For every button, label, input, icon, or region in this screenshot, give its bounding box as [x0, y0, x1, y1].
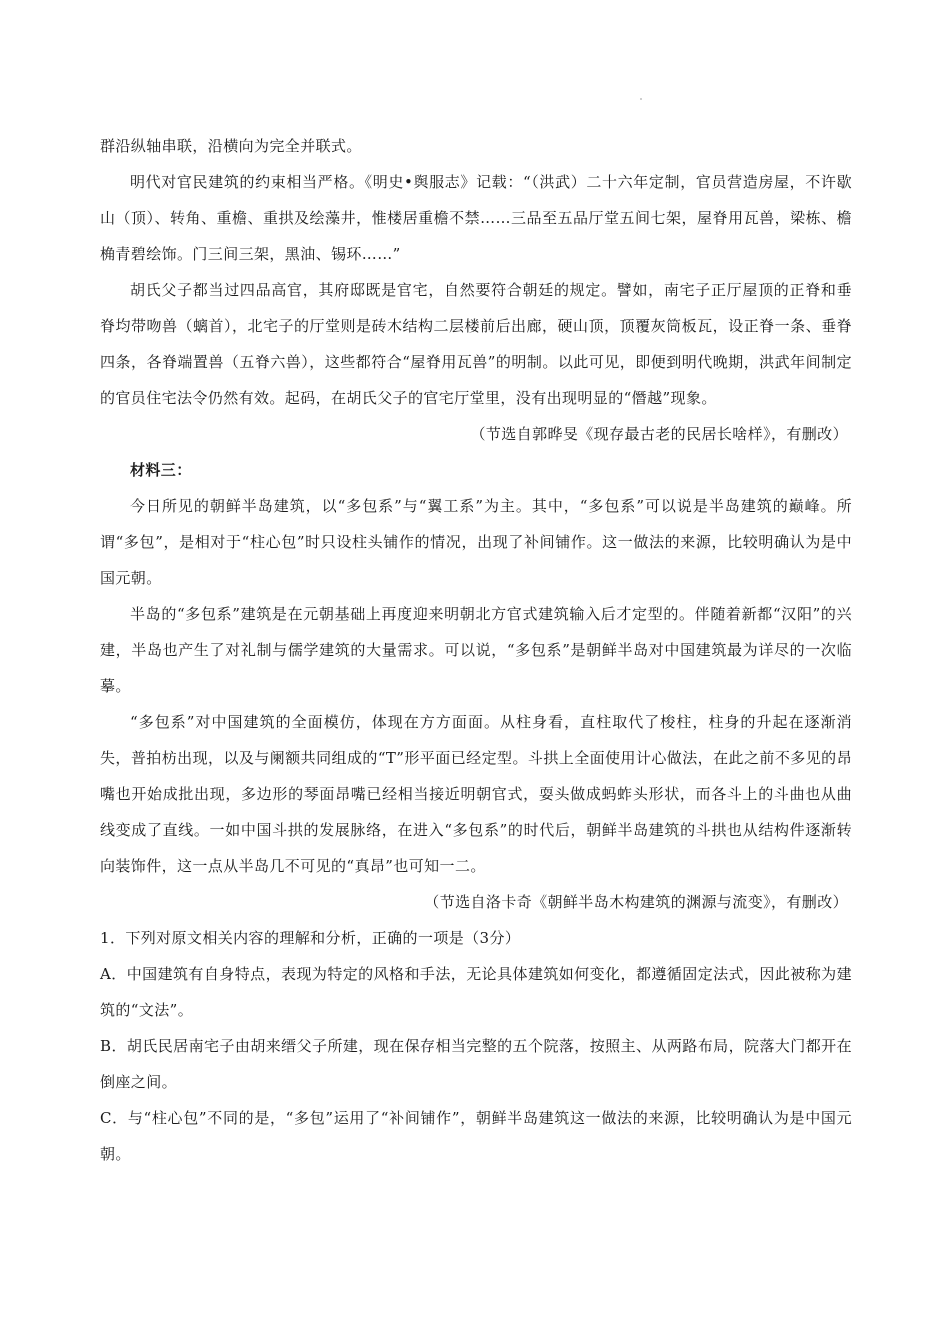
- document-page: [100, 128, 852, 1172]
- question-option-a: A．中国建筑有自身特点，表现为特定的风格和手法，无论具体建筑如何变化，都遵循固定法式，因此被称为建筑的“文法”。: [100, 965, 852, 1019]
- paragraph-korean-architecture: 今日所见的朝鲜半岛建筑，以“多包系”与“翼工系”为主。其中，“多包系”可以说是半岛建筑的巅峰。所谓“多包”，是相对于“柱心包”时只设柱头铺作的情况，出现了补间铺作。这一做法的来源，比较明确认为是中国元朝。: [100, 497, 852, 587]
- question-option-c: C．与“柱心包”不同的是，“多包”运用了“补间铺作”，朝鲜半岛建筑这一做法的来源，比较明确认为是中国元朝。: [100, 1109, 852, 1163]
- paragraph-imitation-details: “多包系”对中国建筑的全面模仿，体现在方方面面。从柱身看，直柱取代了梭柱，柱身的升起在逐渐消失，普拍枋出现，以及与阑额共同组成的“T”形平面已经定型。斗拱上全面使用计心做法，在此之前不多见的昂嘴也开始成批出现，多边形的琴面昂嘴已经相当接近明朝官式，耍头做成蚂蚱头形状，而各斗上的斗曲也从曲线变成了直线。一如中国斗拱的发展脉络，在进入“多包系”的时代后，朝鲜半岛建筑的斗拱也从结构件逐渐转向装饰件，这一点从半岛几不可见的“真昂”也可知一二。: [100, 713, 852, 875]
- question-stem: 1．下列对原文相关内容的理解和分析，正确的一项是（3分）: [100, 929, 521, 947]
- scan-speck: [640, 98, 642, 100]
- paragraph-hu-family: 胡氏父子都当过四品高官，其府邸既是官宅，自然要符合朝廷的规定。譬如，南宅子正厅屋顶的正脊和垂脊均带吻兽（螭首），北宅子的厅堂则是砖木结构二层楼前后出廊，硬山顶，顶覆灰筒板瓦，设正脊一条、垂脊四条，各脊端置兽（五脊六兽），这些都符合“屋脊用瓦兽”的明制。以此可见，即便到明代晚期，洪武年间制定的官员住宅法令仍然有效。起码，在胡氏父子的官宅厅堂里，没有出现明显的“僭越”现象。: [100, 281, 852, 407]
- section-heading-material-three: 材料三：: [130, 461, 192, 479]
- source-citation-material-two: （节选自郭晔旻《现存最古老的民居长啥样》，有删改）: [470, 425, 848, 443]
- source-citation-material-three: （节选自洛卡奇《朝鲜半岛木构建筑的渊源与流变》，有删改）: [424, 893, 848, 911]
- paragraph-continued: 群沿纵轴串联，沿横向为完全并联式。: [100, 137, 362, 155]
- question-option-b: B．胡氏民居南宅子由胡来缙父子所建，现在保存相当完整的五个院落，按照主、从两路布局，院落大门都开在倒座之间。: [100, 1037, 852, 1091]
- paragraph-duobao-system: 半岛的“多包系”建筑是在元朝基础上再度迎来明朝北方官式建筑输入后才定型的。伴随着新都“汉阳”的兴建，半岛也产生了对礼制与儒学建筑的大量需求。可以说，“多包系”是朝鲜半岛对中国建筑最为详尽的一次临摹。: [100, 605, 852, 695]
- paragraph-ming-regulation: 明代对官民建筑的约束相当严格。《明史•舆服志》记载：“（洪武）二十六年定制，官员营造房屋，不许歇山（顶）、转角、重檐、重拱及绘藻井，惟楼居重檐不禁……三品至五品厅堂五间七架，屋脊用瓦兽，梁栋、檐桷青碧绘饰。门三间三架，黑油、锡环……”: [100, 173, 852, 263]
